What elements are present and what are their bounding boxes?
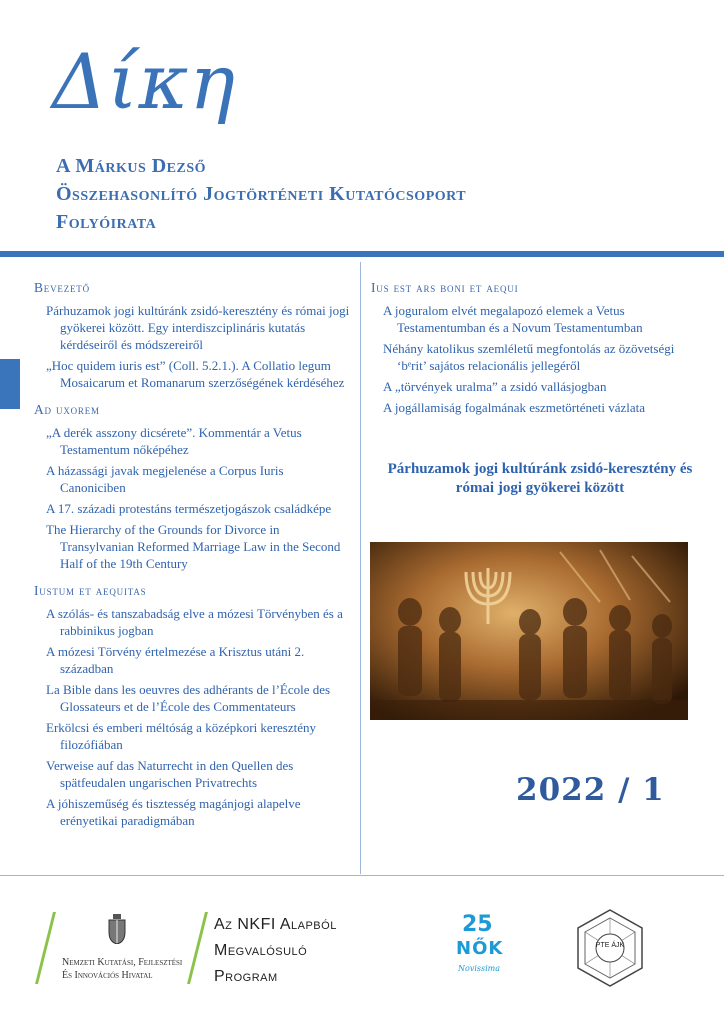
section-iustum bbox=[34, 582, 350, 829]
contents-right bbox=[371, 279, 701, 426]
program-line-3: Program bbox=[214, 968, 278, 985]
section-ad-uxorem bbox=[34, 401, 350, 572]
toc-item[interactable]: A joguralom elvét megalapozó elemek a Vetus Testamentumban és a Novum Testamentumban bbox=[383, 303, 643, 335]
nok-sub: Novissima bbox=[458, 964, 501, 973]
toc-item[interactable]: „A derék asszony dicsérete”. Kommentár a Vetus Testamentum nőképéhez bbox=[46, 425, 302, 457]
toc-item[interactable]: A 17. századi protestáns természetjogászok családképe bbox=[46, 501, 332, 516]
pte-ajk-logo bbox=[572, 908, 648, 988]
subtitle-line-2: Összehasonlító Jogtörténeti Kutatócsoport bbox=[56, 183, 467, 205]
journal-title: Δίκη bbox=[52, 37, 237, 126]
hungarian-coat-of-arms-icon bbox=[108, 914, 126, 948]
column-divider bbox=[360, 262, 361, 874]
nok-novissima-logo bbox=[452, 912, 512, 986]
contents-left bbox=[34, 279, 350, 839]
green-slash-1 bbox=[35, 912, 56, 984]
section-heading: Iustum et aequitas bbox=[34, 583, 147, 598]
nkfi-line-2: És Innovációs Hivatal bbox=[62, 970, 153, 981]
toc-item[interactable]: A jóhiszeműség és tisztesség magánjogi alapelve erényetikai paradigmában bbox=[46, 796, 301, 828]
subtitle-line-3: Folyóirata bbox=[56, 211, 157, 233]
nok-number: 25 bbox=[462, 912, 493, 937]
program-line-1: Az NKFI Alapból bbox=[214, 916, 337, 933]
side-marker bbox=[0, 359, 20, 409]
subtitle-line-1: A Márkus Dezső bbox=[56, 155, 207, 177]
toc-item[interactable]: The Hierarchy of the Grounds for Divorce in Transylvanian Reformed Marriage Law in the Second Half of the 19th Century bbox=[46, 522, 341, 571]
nkfi-label bbox=[62, 956, 202, 982]
section-ius-est bbox=[371, 279, 701, 416]
section-bevezeto bbox=[34, 279, 350, 391]
toc-item[interactable]: A „törvények uralma” a zsidó vallásjogban bbox=[383, 379, 607, 394]
footer-divider bbox=[0, 875, 724, 876]
relief-illustration bbox=[370, 542, 688, 720]
toc-item[interactable]: A mózesi Törvény értelmezése a Krisztus utáni 2. században bbox=[46, 644, 305, 676]
toc-item[interactable]: La Bible dans les oeuvres des adhérants de l’École des Glossateurs et de l’École des Commentateurs bbox=[46, 682, 331, 714]
nkfi-line-1: Nemzeti Kutatási, Fejlesztési bbox=[62, 957, 183, 968]
toc-item[interactable]: A szólás- és tanszabadság elve a mózesi Törvényben és a rabbinikus jogban bbox=[46, 606, 343, 638]
program-label bbox=[214, 912, 337, 990]
toc-item[interactable]: Párhuzamok jogi kultúránk zsidó-keresztény és római jogi gyökerei között. Egy interdiszciplináris kutatás kérdéseiről és módszereiről bbox=[46, 303, 350, 352]
featured-title: Párhuzamok jogi kultúránk zsidó-keresztény és római jogi gyökerei között bbox=[387, 461, 693, 496]
issue-number: 2022 / 1 bbox=[516, 772, 665, 808]
toc-item[interactable]: Néhány katolikus szemléletű megfontolás az özövetségi ‘bᵉrit’ sajátos relacionális jellegéről bbox=[383, 341, 675, 373]
section-heading: Ius est ars boni et aequi bbox=[371, 280, 519, 295]
program-line-2: Megvalósuló bbox=[214, 942, 308, 959]
toc-item[interactable]: Erkölcsi és emberi méltóság a középkori keresztény filozófiában bbox=[46, 720, 317, 752]
nok-logo-text: NŐK bbox=[456, 938, 504, 959]
toc-item[interactable]: Verweise auf das Naturrecht in den Quellen des spätfeudalen ungarischen Privatrechts bbox=[46, 758, 294, 790]
pte-logo-text: PTE ÁJK bbox=[595, 942, 625, 949]
toc-item[interactable]: A házassági javak megjelenése a Corpus Iuris Canoniciben bbox=[46, 463, 284, 495]
toc-item[interactable]: A jogállamiság fogalmának eszmetörténeti vázlata bbox=[383, 400, 646, 415]
section-heading: Bevezető bbox=[34, 280, 90, 295]
section-heading: Ad uxorem bbox=[34, 402, 100, 417]
header-divider bbox=[0, 251, 724, 257]
toc-item[interactable]: „Hoc quidem iuris est” (Coll. 5.2.1.). A Collatio legum Mosaicarum et Romanarum szerzőségének kérdéséhez bbox=[46, 358, 345, 390]
arch-of-titus-relief-image bbox=[370, 542, 688, 720]
